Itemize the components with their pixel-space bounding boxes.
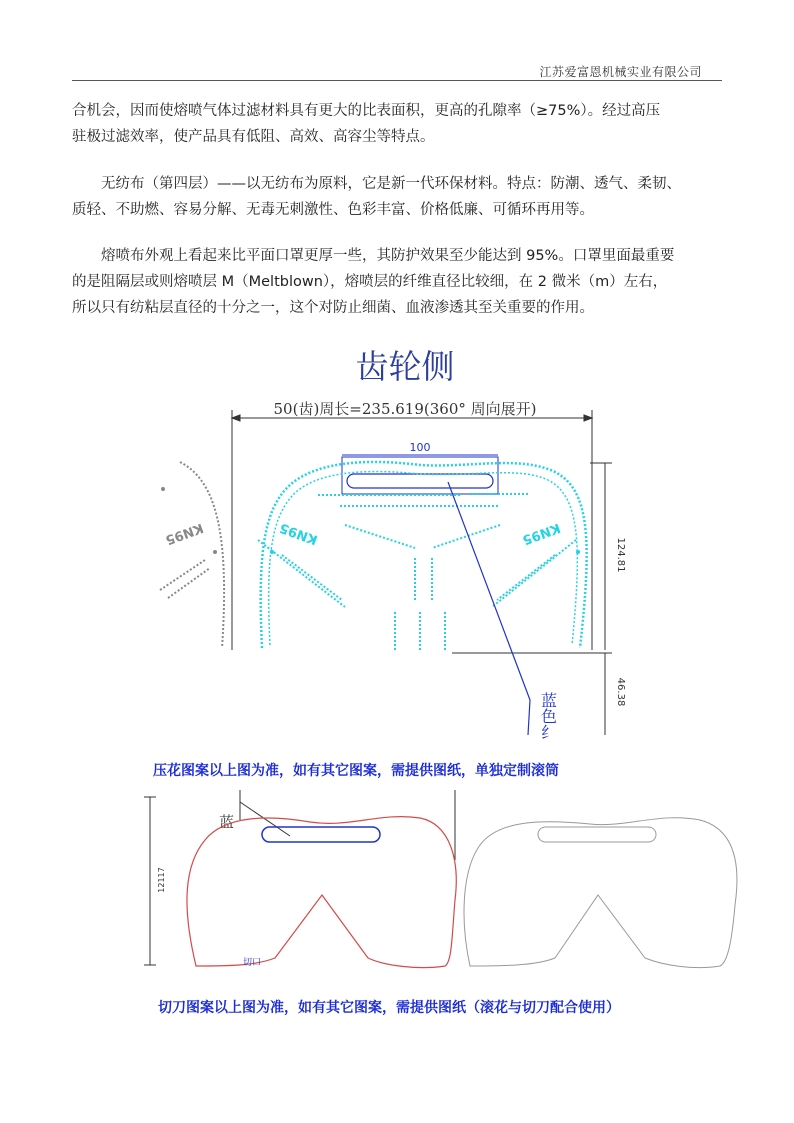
cutter-outline-reference [464,818,737,968]
cutter-top-label: 蓝 [217,814,235,829]
paragraph-line: 无纺布（第四层）——以无纺布为原料，它是新一代环保材料。特点：防潮、透气、柔韧、 [101,176,681,192]
dimension-slot-label: 100 [409,441,431,454]
figure-title: 齿轮侧 [355,347,455,386]
paragraph-line: 合机会，因而使熔喷气体过滤材料具有更大的比表面积，更高的孔隙率（≥75%）。经过高压 [72,103,661,119]
paragraph-line: 所以只有纺粘层直径的十分之一，这个对防止细菌、血液渗透其至关重要的作用。 [72,300,594,316]
cutter-dimension-label: 12117 [157,867,166,893]
paragraph-line: 驻极过滤效率，使产品具有低阻、高效、高容尘等特点。 [72,129,435,145]
adjacent-emboss-label: KN95 [163,519,206,548]
dimension-circumference-label: 50(齿)周长=235.619(360° 周向展开) [273,400,537,418]
paragraph-line: 质轻、不助燃、容易分解、无毒无刺激性、色彩丰富、价格低廉、可循环再用等。 [72,202,594,218]
cutter-outline [187,817,456,968]
paragraph-line: 熔喷布外观上看起来比平面口罩更厚一些，其防护效果至少能达到 95%。口罩里面最重要 [101,248,675,264]
cutter-slot-reference [538,827,656,842]
emboss-label-left: KN95 [277,519,320,548]
header-company-name: 江苏爱富恩机械实业有限公司 [539,65,702,79]
dimension-height-label: 124.81 [615,537,626,573]
paragraph-line: 的是阻隔层或则熔喷层 M（Meltblown），熔喷层的纤维直径比较细，在 2 微米（m）左右， [72,274,668,290]
dimension-bottom-label: 46.38 [615,677,626,707]
cutter-caption: 切刀图案以上图为准，如有其它图案，需提供图纸（滚花与切刀配合使用） [158,1000,620,1016]
callout-label: 蓝色纟 [538,692,558,740]
emboss-caption: 压花图案以上图为准，如有其它图案，需提供图纸，单独定制滚筒 [153,763,559,779]
emboss-label-right: KN95 [520,519,563,548]
cutter-bottom-label: 切口 [242,958,262,968]
